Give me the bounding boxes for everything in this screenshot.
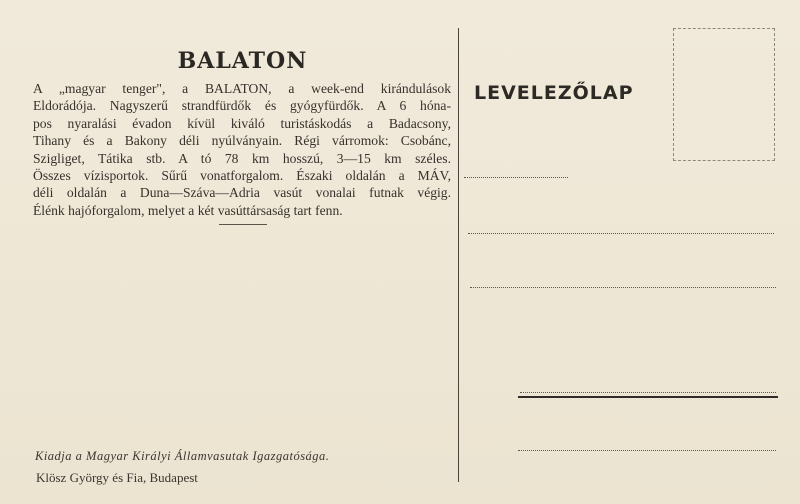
printer-line: Klösz György és Fia, Budapest <box>36 470 198 485</box>
stamp-box <box>673 28 775 161</box>
description-line: déli oldalán a Duna—Száva—Adria vasút vonalai futnak végig. <box>33 185 451 201</box>
description-line: pos nyaralási évadon kívül kiváló turistáskodás a Badacsony, <box>33 115 451 131</box>
address-line-1 <box>464 177 568 178</box>
description-line: A „magyar tenger", a BALATON, a week-end kirándulások <box>33 81 451 96</box>
description-line: Összes vízisportok. Sűrű vonatforgalom. Északi oldalán a MÁV, <box>33 168 451 184</box>
postcard-label: LEVELEZŐLAP <box>474 82 634 104</box>
text-end-rule <box>219 224 267 225</box>
address-line-3 <box>470 287 776 288</box>
description-line: Szigliget, Tátika stb. A tó 78 km hosszú, 3—15 km széles. <box>33 150 451 166</box>
description-line: Élénk hajóforgalom, melyet a két vasúttársaság tart fenn. <box>33 202 343 218</box>
vertical-divider <box>458 28 459 482</box>
description-text <box>33 80 451 219</box>
address-line-4 <box>520 392 776 393</box>
card-title: BALATON <box>177 48 308 74</box>
address-line-5 <box>518 450 776 451</box>
description-line: Eldorádója. Nagyszerű strandfürdők és gyógyfürdők. A 6 hóna- <box>33 98 451 114</box>
address-line-underline <box>518 396 778 398</box>
publisher-line: Kiadja a Magyar Királyi Államvasutak Igazgatósága. <box>35 449 330 463</box>
description-line: Tihany és a Bakony déli nyúlványain. Régi várromok: Csobánc, <box>33 133 451 149</box>
address-line-2 <box>468 233 774 234</box>
